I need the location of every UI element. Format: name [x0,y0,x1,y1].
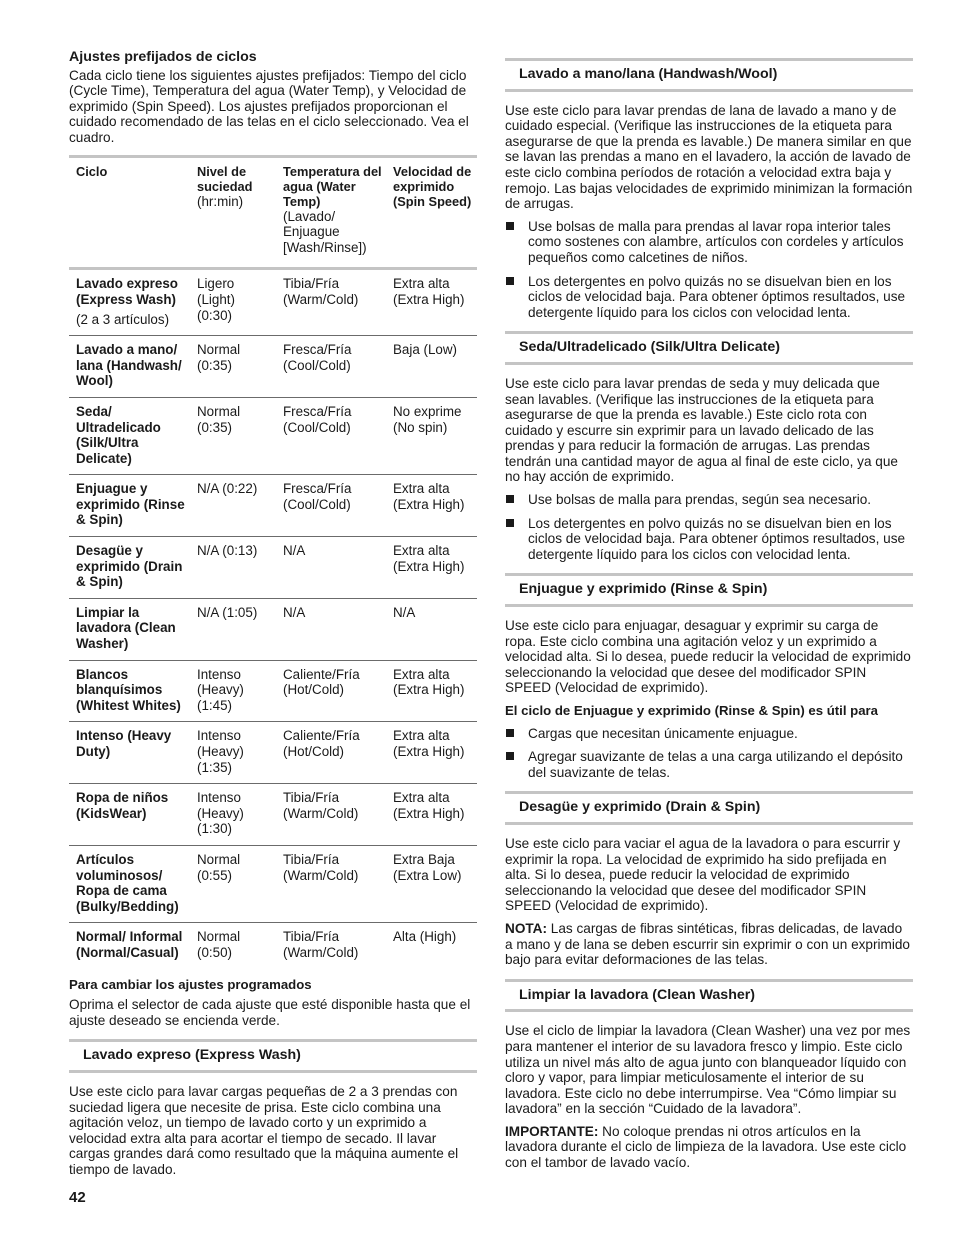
cell-spin-speed: Baja (Low) [386,336,477,398]
cell-soil-level: Intenso (Heavy) (1:30) [190,784,276,846]
page-number: 42 [69,1189,86,1206]
cell-water-temp: N/A [276,598,386,660]
drain-spin-text: Use este ciclo para vaciar el agua de la lavadora o para escurrir y exprimir la ropa. La velocidad de exprimido ha sido prefijada en alta. Si lo desea, puede reducir la velocidad de exprimido seleccionando la velocidad que desee del modificador SPIN SPEED (Velocidad de exprimido). [505,835,901,914]
rinse-spin-heading: Enjuague y exprimido (Rinse & Spin) [505,573,913,607]
cell-water-temp: Tibia/Fría (Warm/Cold) [283,929,359,960]
cell-water-temp: Tibia/Fría (Warm/Cold) [276,845,386,922]
cell-spin-speed: Extra Baja (Extra Low) [386,845,477,922]
header-soil-level: Nivel de suciedad (hr:min) [190,156,276,269]
cell-water-temp: N/A [276,537,386,599]
cell-cycle [69,598,190,660]
list-item: Los detergentes en polvo quizás no se disuelvan bien en los ciclos de velocidad baja. Para obtener óptimos resultados, use detergente líquido para los ciclos con velocidad lenta. [505,516,913,563]
cell-spin-speed: Extra alta (Extra High) [386,269,477,336]
cell-spin-speed: Extra alta (Extra High) [386,475,477,537]
table-row [69,475,477,537]
right-column [505,58,913,1178]
cell-water-temp: Caliente/Fría (Hot/Cold) [276,722,386,784]
table-header-row [69,156,477,269]
preset-heading: Ajustes prefijados de ciclos [69,49,257,65]
clean-washer-heading: Limpiar la lavadora (Clean Washer) [505,979,913,1013]
cell-soil-level: Intenso (Heavy) (1:35) [190,722,276,784]
cycle-name: Blancos blanquísimos (Whitest Whites) [76,666,181,713]
cell-water-temp: Caliente/Fría (Hot/Cold) [276,660,386,722]
silk-bullets [505,492,913,562]
rinse-spin-text: Use este ciclo para enjuagar, desaguar y exprimir su carga de ropa. Este ciclo combina una agitación veloz y un exprimido a velocidad alta. Si lo desea, puede reducir la velocidad de exprimido seleccionando la velocidad que desee del modificador SPIN SPEED (Velocidad de exprimido). [505,618,911,696]
table-row [69,598,477,660]
header-cycle: Ciclo [69,156,190,269]
cell-cycle [69,475,190,537]
table-row [69,784,477,846]
change-settings-heading: Para cambiar los ajustes programados [69,976,312,992]
list-item: Use bolsas de malla para prendas al lavar ropa interior tales como sostenes con alambre, artículos con cordeles y artículos pequeños como calcetines de niños. [505,219,913,266]
cell-cycle [69,784,190,846]
header-spin-speed: Velocidad de exprimido (Spin Speed) [386,156,477,269]
cell-soil-level: Normal (0:35) [190,336,276,398]
express-wash-text: Use este ciclo para lavar cargas pequeñas de 2 a 3 prendas con suciedad ligera que necesite de prisa. Este ciclo combina una agitación veloz, un tiempo de lavado corto y un exprimido a velocidad extra alta para acortar el tiempo de secado. Il lavar cargas grandes dará como resultado que la máquina aumente el tiempo de lavado. [69,1083,459,1177]
handwash-text: Use este ciclo para lavar prendas de lana de lavado a mano y de cuidado especial. (Verifique las instrucciones de la etiqueta para asegurarse de que la prenda es lavable.) De manera similar en que se lavan las prendas a mano en el lavadero, la acción de lavado de este ciclo combina períodos de rotación a velocidad extra baja y remojo. Las bajas velocidades de exprimido minimizan la formación de arrugas. [505,102,913,212]
cycle-name: Seda/ Ultradelicado (Silk/Ultra Delicate) [76,403,161,466]
express-wash-heading: Lavado expreso (Express Wash) [69,1039,477,1073]
table-row [69,660,477,722]
header-water-temp: Temperatura del agua (Water Temp) (Lavado/ Enjuague [Wash/Rinse]) [276,156,386,269]
cell-soil-level: Normal (0:35) [190,397,276,474]
cell-spin-speed: Extra alta (Extra High) [386,537,477,599]
preset-intro: Cada ciclo tiene los siguientes ajustes prefijados: Tiempo del ciclo (Cycle Time), Temperatura del agua (Water Temp), y Velocidad de exprimido (Spin Speed). Los ajustes prefijados proporcionan el cuidado recomendado de las telas en el ciclo seleccionado. Vea el cuadro. [69,67,469,145]
table-row [69,537,477,599]
cell-water-temp: Fresca/Fría (Cool/Cold) [276,475,386,537]
table-row [69,336,477,398]
cell-spin-speed: No exprime (No spin) [386,397,477,474]
cell-cycle [69,923,190,969]
cell-spin-speed: N/A [386,598,477,660]
cell-cycle [69,397,190,474]
note-label: NOTA: [505,920,548,936]
cycle-name: Lavado expreso (Express Wash) [76,276,178,307]
cell-soil-level: Intenso (Heavy) (1:45) [190,660,276,722]
left-column [69,50,477,1177]
cycle-name: Artículos voluminosos/ Ropa de cama (Bulky/Bedding) [76,851,179,914]
cell-cycle [69,336,190,398]
cell-water-temp: Fresca/Fría (Cool/Cold) [276,336,386,398]
cell-spin-speed: Extra alta (Extra High) [386,784,477,846]
cycle-presets-table [69,155,477,969]
cell-spin-speed: Extra alta (Extra High) [386,722,477,784]
table-row [69,397,477,474]
cell-cycle [69,269,190,336]
cycle-name: Lavado a mano/ lana (Handwash/ Wool) [76,342,182,389]
cell-water-temp: Tibia/Fría (Warm/Cold) [276,784,386,846]
note-text: Las cargas de fibras sintéticas, fibras delicadas, de lavado a mano y de lana se deben escurrir sin exprimir o con un exprimido bajo para evitar deformaciones de las telas. [505,920,910,968]
list-item: Agregar suavizante de telas a una carga utilizando el depósito del suavizante de telas. [505,749,913,780]
silk-text: Use este ciclo para lavar prendas de seda y muy delicada que sean lavables. (Verifique las instrucciones de la etiqueta para asegurarse de que la prenda es lavable.) Este ciclo rota con cuidado y escurre sin exprimir para un lavado delicado de las prendas y para reducir la formación de arrugas. Las prendas tendrán una cantidad mayor de agua al final de este ciclo, ya que no hay acción de exprimido. [505,375,898,485]
cell-water-temp: Fresca/Fría (Cool/Cold) [276,397,386,474]
cell-cycle [69,537,190,599]
clean-washer-text: Use el ciclo de limpiar la lavadora (Clean Washer) una vez por mes para mantener el interior de su lavadora fresco y limpio. Este ciclo utiliza un nivel más alto de agua junto con blanqueador líquido con cloro y vapor, para limpiar meticulosamente el interior de su lavadora. Este ciclo no debe interrumpirse. Vea “Cómo limpiar su lavadora” en la sección “Cuidado de la lavadora”. [505,1023,911,1117]
list-item: Use bolsas de malla para prendas, según sea necesario. [505,492,913,508]
list-item: Cargas que necesitan únicamente enjuague. [505,726,913,742]
cycle-name: Enjuague y exprimido (Rinse & Spin) [76,481,185,528]
change-settings-text: Oprima el selector de cada ajuste que esté disponible hasta que el ajuste deseado se encienda verde. [69,997,471,1028]
cycle-name: Ropa de niños (KidsWear) [76,790,169,821]
cell-cycle [69,722,190,784]
handwash-bullets [505,219,913,321]
drain-spin-note [505,921,913,968]
clean-washer-important [505,1124,913,1171]
cell-soil-level: Normal (0:55) [190,845,276,922]
cycle-name: Normal/ Informal (Normal/Casual) [76,929,183,960]
drain-spin-heading: Desagüe y exprimido (Drain & Spin) [505,791,913,825]
list-item: Los detergentes en polvo quizás no se disuelvan bien en los ciclos de velocidad baja. Para obtener óptimos resultados, use detergente líquido para los ciclos con velocidad lenta. [505,274,913,321]
cell-soil-level: N/A (0:13) [190,537,276,599]
cell-cycle [69,845,190,922]
cell-soil-level: Ligero (Light) (0:30) [190,269,276,336]
cycle-name: Limpiar la lavadora (Clean Washer) [76,604,176,652]
cycle-name: Desagüe y exprimido (Drain & Spin) [76,543,183,590]
table-row [69,269,477,336]
table-row [69,722,477,784]
table-row [69,845,477,922]
cell-water-temp: Tibia/Fría (Warm/Cold) [276,269,386,336]
rinse-spin-useful: El ciclo de Enjuague y exprimido (Rinse & Spin) es útil para [505,703,878,718]
important-text: No coloque prendas ni otros artículos en la lavadora durante el ciclo de limpieza de la lavadora. Use este ciclo con el tambor de lavado vacío. [505,1123,907,1171]
cell-spin-speed: Extra alta (Extra High) [386,660,477,722]
silk-heading: Seda/Ultradelicado (Silk/Ultra Delicate) [505,331,913,365]
cell-cycle [69,660,190,722]
cycle-name: Intenso (Heavy Duty) [76,728,172,759]
handwash-heading: Lavado a mano/lana (Handwash/Wool) [505,58,913,92]
rinse-spin-bullets [505,726,913,781]
cell-soil-level: N/A (0:22) [190,475,276,537]
important-label: IMPORTANTE: [505,1123,599,1139]
cycle-note: (2 a 3 artículos) [76,311,170,327]
cell-spin-speed: Alta (High) [393,929,457,945]
table-row [69,923,477,969]
cell-soil-level: N/A (1:05) [190,598,276,660]
cell-soil-level: Normal (0:50) [197,929,241,960]
